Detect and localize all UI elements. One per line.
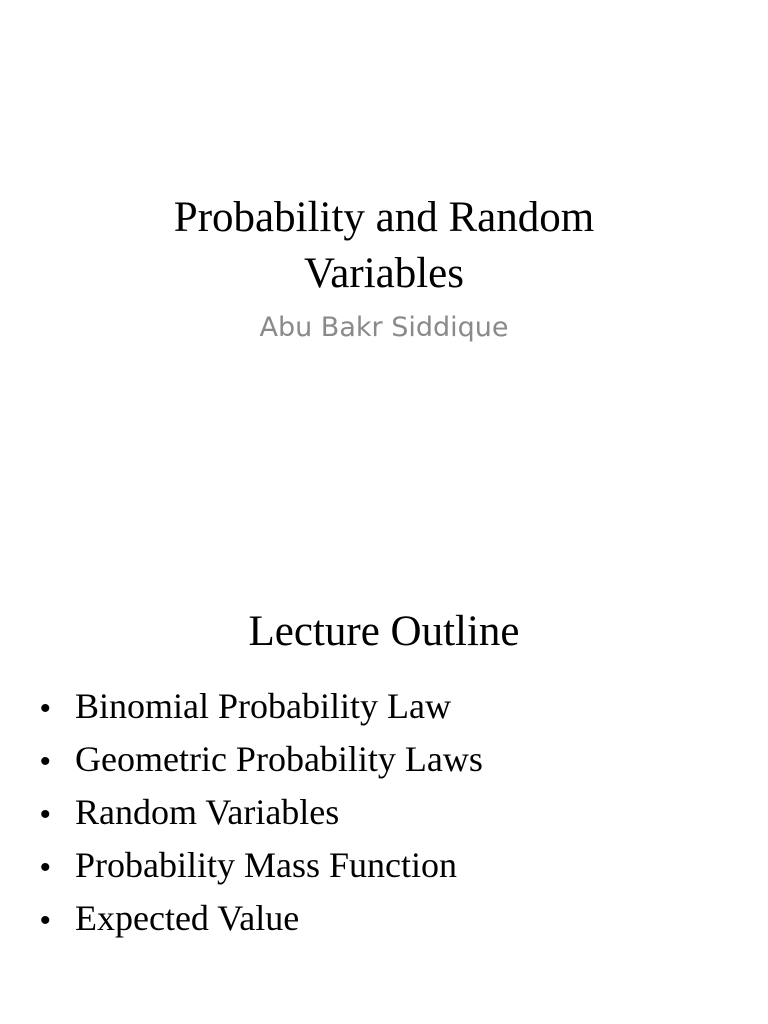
- outline-item-text: Probability Mass Function: [75, 845, 458, 885]
- outline-item: [40, 786, 483, 839]
- outline-item: [40, 733, 483, 786]
- outline-slide: [0, 560, 768, 1024]
- bullet-icon: •: [40, 745, 51, 778]
- outline-bullet-list: [40, 680, 483, 945]
- outline-item-text: Random Variables: [75, 792, 340, 832]
- slide-title: [0, 190, 768, 302]
- slide-title-line-1: Probability and Random: [173, 194, 595, 241]
- bullet-icon: •: [40, 692, 51, 725]
- outline-item-text: Geometric Probability Laws: [75, 739, 483, 779]
- outline-item: [40, 680, 483, 733]
- outline-item-text: Expected Value: [75, 898, 300, 938]
- slide-title-line-2: Variables: [304, 250, 464, 297]
- outline-item: [40, 892, 483, 945]
- outline-item-text: Binomial Probability Law: [75, 686, 451, 726]
- bullet-icon: •: [40, 851, 51, 884]
- bullet-icon: •: [40, 798, 51, 831]
- outline-heading: Lecture Outline: [248, 608, 520, 655]
- bullet-icon: •: [40, 904, 51, 937]
- author-subtitle: Abu Bakr Siddique: [259, 312, 509, 343]
- outline-item: [40, 839, 483, 892]
